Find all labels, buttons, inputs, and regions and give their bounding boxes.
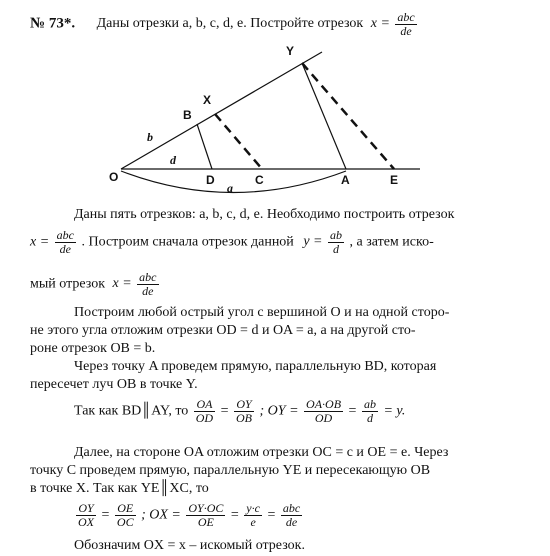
- p2-line2: не этого угла отложим отрезки OD = d и OA = a, а на другой сто-: [30, 323, 416, 338]
- label-seg-b: b: [147, 130, 153, 144]
- text-span: =: [220, 403, 229, 419]
- arc-a: [121, 171, 346, 193]
- p3-line2: пересечет луч OB в точке Y.: [30, 377, 198, 392]
- label-seg-d: d: [170, 153, 176, 167]
- label-e: E: [390, 173, 399, 187]
- p1-line2: [30, 229, 434, 255]
- segment-xc: [215, 114, 262, 169]
- text-span: ; OX =: [141, 507, 181, 523]
- formula-fraction: [137, 271, 158, 297]
- p2-line1: Построим любой острый угол с вершиной O и на одной сторо-: [74, 305, 450, 320]
- p5-line3: в точке X. Так как YE║XC, то: [30, 481, 209, 496]
- text-span: =: [267, 507, 276, 523]
- fraction-numerator: ab: [329, 228, 342, 242]
- fraction-numerator: ab: [363, 397, 376, 411]
- text-span: =: [348, 403, 357, 419]
- fraction-numerator: y·c: [246, 501, 260, 515]
- label-d: D: [206, 173, 215, 187]
- construction-diagram: [0, 0, 550, 200]
- p7-line: Обозначим OX = x – искомый отрезок.: [74, 538, 305, 553]
- text-span: мый отрезок: [30, 276, 105, 292]
- formula-fraction: [55, 229, 76, 255]
- formula-lhs: y =: [303, 234, 323, 250]
- ray-ob: [121, 52, 322, 169]
- fraction-denominator: de: [285, 514, 298, 529]
- label-o: O: [109, 170, 119, 184]
- segment-ye: [302, 63, 394, 169]
- formula-fraction: [328, 229, 344, 255]
- fraction-denominator: OD: [195, 410, 214, 425]
- fraction-numerator: abc: [282, 501, 301, 515]
- formula-lhs: x =: [112, 276, 132, 292]
- formula-lhs: x =: [30, 234, 50, 250]
- text-span: =: [230, 507, 239, 523]
- formula-fraction: [244, 502, 262, 528]
- fraction-denominator: e: [250, 514, 256, 529]
- p4-line: [74, 398, 405, 424]
- label-a: A: [341, 173, 350, 187]
- text-span: Так как BD║AY, то: [74, 403, 189, 419]
- formula-lhs: x =: [370, 16, 390, 32]
- formula-fraction: [76, 502, 96, 528]
- fraction-denominator: d: [332, 241, 339, 256]
- text-span: . Построим сначала отрезок данной: [81, 234, 294, 250]
- fraction-numerator: abc: [397, 10, 415, 24]
- fraction-denominator: OC: [116, 514, 134, 529]
- fraction-numerator: OA·OB: [306, 397, 342, 411]
- fraction-numerator: OA: [194, 398, 215, 412]
- fraction-numerator: OE: [115, 502, 136, 516]
- fraction-numerator: abc: [56, 228, 74, 242]
- p6-line: [74, 502, 304, 528]
- formula-fraction: [234, 398, 254, 424]
- formula-fraction: [281, 502, 302, 528]
- formula-fraction: [186, 502, 225, 528]
- p5-line1: Далее, на стороне OA отложим отрезки OC = c и OE = e. Через: [74, 445, 449, 460]
- p1-line1: Даны пять отрезков: a, b, c, d, e. Необходимо построить отрезок: [74, 207, 455, 222]
- label-y: Y: [286, 44, 295, 58]
- formula-fraction: [115, 502, 136, 528]
- fraction-denominator: d: [366, 410, 373, 425]
- text-span: = y.: [383, 403, 406, 419]
- segment-ya: [302, 63, 346, 169]
- fraction-denominator: OD: [314, 410, 333, 425]
- task-statement: Даны отрезки a, b, c, d, e. Постройте отрезок: [96, 16, 364, 32]
- text-span: =: [101, 507, 110, 523]
- text-span: ; OY =: [259, 403, 299, 419]
- fraction-denominator: OB: [236, 410, 253, 425]
- fraction-numerator: OY·OC: [188, 501, 224, 515]
- fraction-numerator: OY: [76, 502, 96, 516]
- fraction-denominator: de: [142, 283, 154, 298]
- label-c: C: [255, 173, 264, 187]
- segment-bd: [197, 124, 212, 169]
- p1-line3: [30, 271, 161, 297]
- fraction-denominator: OX: [78, 514, 94, 529]
- formula-fraction: [304, 398, 343, 424]
- p5-line2: точку C проведем прямую, параллельную YE и пересекающую OB: [30, 463, 431, 478]
- label-x: X: [203, 93, 212, 107]
- formula-fraction: [194, 398, 215, 424]
- fraction-numerator: OY: [234, 398, 254, 412]
- fraction-numerator: abc: [139, 270, 157, 284]
- fraction-denominator: OE: [197, 514, 214, 529]
- task-number: № 73*.: [30, 15, 76, 32]
- label-seg-a: a: [227, 181, 233, 195]
- formula-fraction: [362, 398, 378, 424]
- p3-line1: Через точку A проведем прямую, параллельную BD, которая: [74, 359, 437, 374]
- text-span: , а затем иско-: [349, 234, 434, 250]
- label-b: B: [183, 108, 192, 122]
- p2-line3: роне отрезок OB = b.: [30, 341, 156, 356]
- fraction-denominator: de: [59, 241, 71, 256]
- fraction-denominator: de: [400, 23, 412, 38]
